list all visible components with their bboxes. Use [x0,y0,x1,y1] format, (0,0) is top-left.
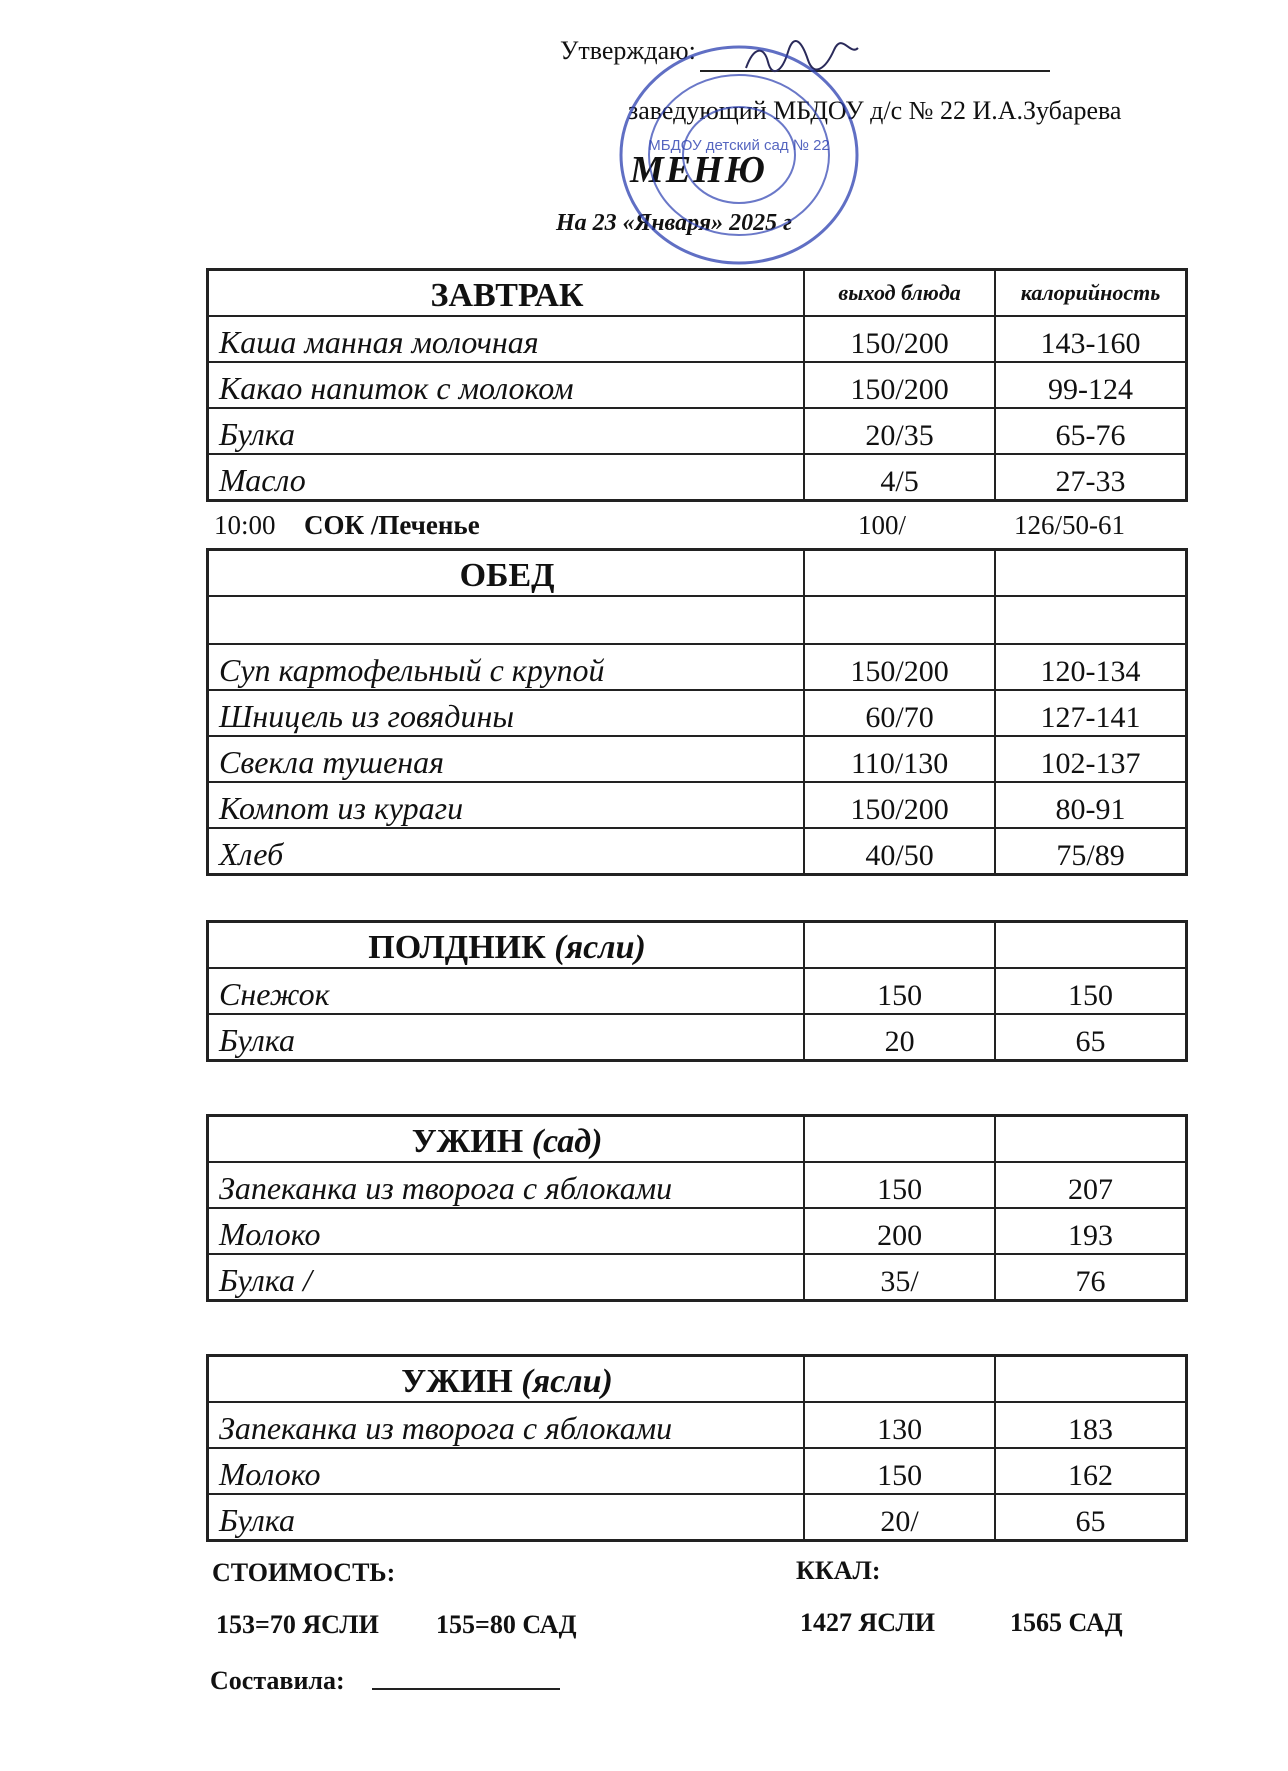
snack-calories: 126/50-61 [1014,510,1125,540]
table-row [208,1494,1187,1541]
table-row [208,1162,1187,1208]
dish-calories: 193 [995,1208,1186,1254]
breakfast-title: ЗАВТРАК [208,270,805,317]
table-row [208,454,1187,501]
dish-calories: 65 [995,1014,1186,1061]
dinner-garden-title-note: (сад) [531,1123,603,1160]
snack-line [214,510,1184,546]
table-row [208,316,1187,362]
dish-name: Компот из кураги [208,782,805,828]
table-row [208,644,1187,690]
dish-calories: 80-91 [995,782,1186,828]
snack-yield: 100/ [858,510,907,540]
menu-date: На 23 «Января» 2025 г [556,210,792,236]
dinner-garden-title: УЖИН [411,1123,524,1160]
dish-name: Запеканка из творога с яблоками [208,1162,805,1208]
snack-name: СОК /Печенье [304,510,480,540]
dish-name: Какао напиток с молоком [208,362,805,408]
dish-calories: 65 [995,1494,1186,1541]
dish-calories: 99-124 [995,362,1186,408]
dish-yield: 150/200 [804,782,995,828]
compiled-label: Составила: [210,1666,345,1695]
kcal-garden: 1565 САД [1010,1608,1123,1637]
dish-name: Каша манная молочная [208,316,805,362]
approve-label: Утверждаю: [560,36,696,65]
cost-garden: 155=80 САД [436,1610,577,1639]
dish-yield: 130 [804,1402,995,1448]
dish-yield: 60/70 [804,690,995,736]
dish-name: Булка [208,1494,805,1541]
breakfast-table [206,268,1188,502]
dish-yield: 20/ [804,1494,995,1541]
table-row [208,1014,1187,1061]
dish-calories: 75/89 [995,828,1186,875]
dish-yield: 150/200 [804,644,995,690]
dish-yield: 150/200 [804,362,995,408]
page-title: МЕНЮ [630,149,767,191]
table-row [208,1254,1187,1301]
dish-yield: 4/5 [804,454,995,501]
dish-yield: 35/ [804,1254,995,1301]
dish-calories: 76 [995,1254,1186,1301]
table-row [208,968,1187,1014]
table-row [208,1448,1187,1494]
dish-yield: 110/130 [804,736,995,782]
table-row [208,362,1187,408]
dish-name: Булка [208,408,805,454]
dish-name: Хлеб [208,828,805,875]
approver-role: заведующий МБДОУ д/с № 22 И.А.Зубарева [628,96,1122,125]
cost-label: СТОИМОСТЬ: [212,1558,396,1587]
table-row [208,690,1187,736]
dinner-garden-table [206,1114,1188,1302]
dish-name: Молоко [208,1448,805,1494]
dish-calories: 27-33 [995,454,1186,501]
dish-yield: 20/35 [804,408,995,454]
dish-name: Булка / [208,1254,805,1301]
dish-name: Масло [208,454,805,501]
dish-name: Суп картофельный с крупой [208,644,805,690]
dish-yield: 150/200 [804,316,995,362]
dish-yield: 20 [804,1014,995,1061]
dish-name: Снежок [208,968,805,1014]
dish-calories: 65-76 [995,408,1186,454]
table-row [208,408,1187,454]
stamp-center-text: МБДОУ детский сад № 22 [648,137,830,154]
table-row [208,1208,1187,1254]
col-yield-header: выход блюда [804,270,995,317]
dinner-nursery-title: УЖИН [401,1363,513,1400]
dinner-nursery-title-note: (ясли) [521,1363,613,1400]
dish-yield: 150 [804,1162,995,1208]
dish-yield: 150 [804,1448,995,1494]
dish-name: Свекла тушеная [208,736,805,782]
stamp-seal-icon [614,40,864,270]
kcal-label: ККАЛ: [796,1556,881,1585]
table-row [208,736,1187,782]
dish-calories: 102-137 [995,736,1186,782]
lunch-title: ОБЕД [208,550,805,597]
table-row [208,828,1187,875]
kcal-nursery: 1427 ЯСЛИ [800,1608,936,1637]
table-row [208,1402,1187,1448]
dish-calories: 207 [995,1162,1186,1208]
afternoon-title-note: (ясли) [554,929,646,966]
cost-nursery: 153=70 ЯСЛИ [216,1610,379,1639]
table-row [208,782,1187,828]
dish-calories: 150 [995,968,1186,1014]
dish-yield: 40/50 [804,828,995,875]
lunch-table [206,548,1188,876]
dish-yield: 200 [804,1208,995,1254]
dish-name: Запеканка из творога с яблоками [208,1402,805,1448]
dinner-nursery-table [206,1354,1188,1542]
dish-calories: 162 [995,1448,1186,1494]
dish-name: Шницель из говядины [208,690,805,736]
dish-calories: 183 [995,1402,1186,1448]
dish-calories: 120-134 [995,644,1186,690]
compiled-signature-line [372,1688,560,1690]
afternoon-title: ПОЛДНИК [368,929,546,966]
dish-calories: 143-160 [995,316,1186,362]
col-calories-header: калорийность [995,270,1186,317]
dish-name: Молоко [208,1208,805,1254]
afternoon-table [206,920,1188,1062]
dish-yield: 150 [804,968,995,1014]
snack-time: 10:00 [214,510,276,540]
dish-name: Булка [208,1014,805,1061]
dish-calories: 127-141 [995,690,1186,736]
